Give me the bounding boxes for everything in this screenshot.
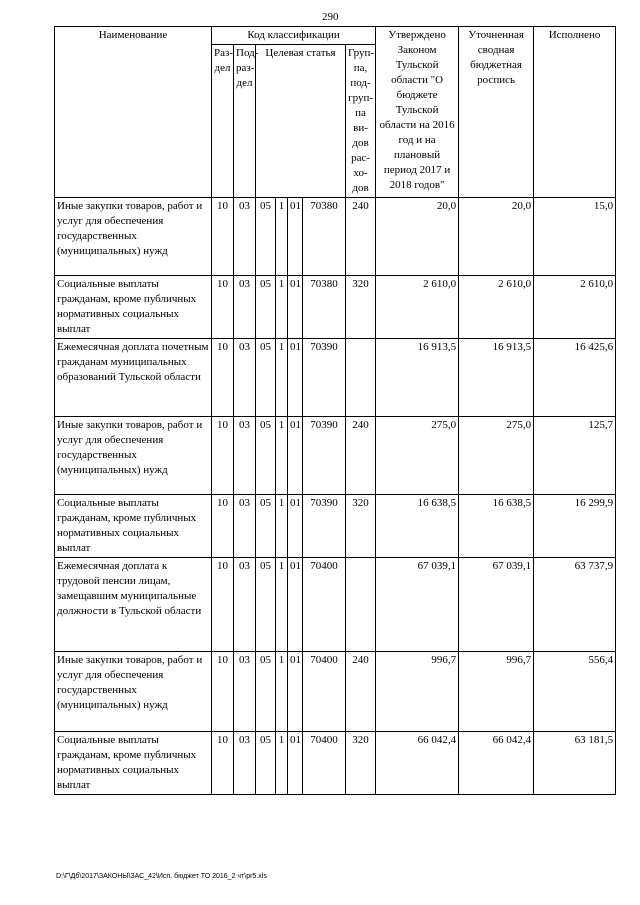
row-subsection: 03 [234, 198, 256, 276]
row-section: 10 [212, 652, 234, 732]
row-target-3: 01 [288, 652, 303, 732]
row-target-4: 70380 [303, 276, 346, 339]
row-target-2: 1 [276, 198, 288, 276]
table-row [55, 339, 616, 417]
row-target-4: 70390 [303, 417, 346, 495]
row-group: 240 [346, 417, 376, 495]
row-section: 10 [212, 732, 234, 795]
row-target-3: 01 [288, 495, 303, 558]
row-name: Социальные выплаты гражданам, кроме публичных нормативных социальных выплат [55, 732, 212, 795]
row-name: Ежемесячная доплата к трудовой пенсии лицам, замещавшим муниципальные должности в Тульской области [55, 558, 212, 652]
row-refined: 16 638,5 [459, 495, 534, 558]
row-name: Социальные выплаты гражданам, кроме публичных нормативных социальных выплат [55, 276, 212, 339]
row-name: Социальные выплаты гражданам, кроме публичных нормативных социальных выплат [55, 495, 212, 558]
row-executed: 125,7 [534, 417, 616, 495]
budget-table [54, 26, 616, 795]
row-executed: 2 610,0 [534, 276, 616, 339]
header-expense-group: Груп-па, под-груп-па ви-дов рас-хо-дов [346, 45, 376, 198]
row-target-3: 01 [288, 732, 303, 795]
row-refined: 66 042,4 [459, 732, 534, 795]
row-subsection: 03 [234, 652, 256, 732]
row-approved: 16 913,5 [376, 339, 459, 417]
row-target-1: 05 [256, 339, 276, 417]
table-row [55, 276, 616, 339]
row-target-1: 05 [256, 417, 276, 495]
row-section: 10 [212, 339, 234, 417]
row-executed: 63 737,9 [534, 558, 616, 652]
row-name: Ежемесячная доплата почетным гражданам муниципальных образований Тульской области [55, 339, 212, 417]
row-name: Иные закупки товаров, работ и услуг для обеспечения государственных (муниципальных) нужд [55, 652, 212, 732]
header-name: Наименование [55, 27, 212, 198]
header-refined: Уточненная сводная бюджетная роспись [459, 27, 534, 198]
row-section: 10 [212, 558, 234, 652]
header-target-article: Целевая статья [256, 45, 346, 198]
row-group [346, 339, 376, 417]
row-target-4: 70400 [303, 732, 346, 795]
row-target-2: 1 [276, 652, 288, 732]
row-subsection: 03 [234, 732, 256, 795]
row-group: 320 [346, 276, 376, 339]
row-target-2: 1 [276, 732, 288, 795]
table-row [55, 417, 616, 495]
header-subsection: Под-раз-дел [234, 45, 256, 198]
row-name: Иные закупки товаров, работ и услуг для обеспечения государственных (муниципальных) нужд [55, 198, 212, 276]
row-approved: 2 610,0 [376, 276, 459, 339]
row-target-2: 1 [276, 558, 288, 652]
row-approved: 67 039,1 [376, 558, 459, 652]
row-refined: 16 913,5 [459, 339, 534, 417]
row-section: 10 [212, 417, 234, 495]
row-section: 10 [212, 276, 234, 339]
row-target-1: 05 [256, 558, 276, 652]
row-executed: 16 425,6 [534, 339, 616, 417]
row-target-1: 05 [256, 495, 276, 558]
row-target-4: 70400 [303, 652, 346, 732]
row-approved: 275,0 [376, 417, 459, 495]
header-approved: Утверждено Законом Тульской области "О бюджете Тульской области на 2016 год и на плановый период 2017 и 2018 годов" [376, 27, 459, 198]
row-refined: 2 610,0 [459, 276, 534, 339]
row-target-3: 01 [288, 558, 303, 652]
row-group: 320 [346, 495, 376, 558]
table-row [55, 652, 616, 732]
row-subsection: 03 [234, 339, 256, 417]
row-target-2: 1 [276, 495, 288, 558]
row-refined: 275,0 [459, 417, 534, 495]
row-target-4: 70400 [303, 558, 346, 652]
row-target-3: 01 [288, 339, 303, 417]
row-target-1: 05 [256, 198, 276, 276]
row-group: 240 [346, 652, 376, 732]
row-target-2: 1 [276, 417, 288, 495]
row-refined: 67 039,1 [459, 558, 534, 652]
row-target-4: 70380 [303, 198, 346, 276]
table-row [55, 198, 616, 276]
row-subsection: 03 [234, 276, 256, 339]
table-row [55, 732, 616, 795]
row-executed: 63 181,5 [534, 732, 616, 795]
row-approved: 20,0 [376, 198, 459, 276]
header-executed: Исполнено [534, 27, 616, 198]
row-approved: 996,7 [376, 652, 459, 732]
row-target-3: 01 [288, 198, 303, 276]
row-group: 240 [346, 198, 376, 276]
row-approved: 66 042,4 [376, 732, 459, 795]
row-group: 320 [346, 732, 376, 795]
row-refined: 20,0 [459, 198, 534, 276]
row-target-4: 70390 [303, 339, 346, 417]
row-target-1: 05 [256, 732, 276, 795]
row-target-4: 70390 [303, 495, 346, 558]
header-code-group: Код классификации [212, 27, 376, 45]
row-target-3: 01 [288, 276, 303, 339]
row-section: 10 [212, 495, 234, 558]
row-target-3: 01 [288, 417, 303, 495]
row-target-1: 05 [256, 276, 276, 339]
row-executed: 556,4 [534, 652, 616, 732]
row-group [346, 558, 376, 652]
row-target-2: 1 [276, 276, 288, 339]
row-approved: 16 638,5 [376, 495, 459, 558]
row-subsection: 03 [234, 558, 256, 652]
row-subsection: 03 [234, 417, 256, 495]
header-section: Раз-дел [212, 45, 234, 198]
table-row [55, 495, 616, 558]
row-subsection: 03 [234, 495, 256, 558]
table-row [55, 558, 616, 652]
row-section: 10 [212, 198, 234, 276]
row-executed: 15,0 [534, 198, 616, 276]
footer-file-path: D:\Г\Дб\2017\ЗАКОНЫ\ЗАС_42\Исп. бюджет ТО 2016_2 чт\pr5.xls [56, 873, 267, 880]
row-name: Иные закупки товаров, работ и услуг для обеспечения государственных (муниципальных) нужд [55, 417, 212, 495]
row-refined: 996,7 [459, 652, 534, 732]
row-target-2: 1 [276, 339, 288, 417]
row-target-1: 05 [256, 652, 276, 732]
row-executed: 16 299,9 [534, 495, 616, 558]
page-number: 290 [322, 11, 339, 23]
